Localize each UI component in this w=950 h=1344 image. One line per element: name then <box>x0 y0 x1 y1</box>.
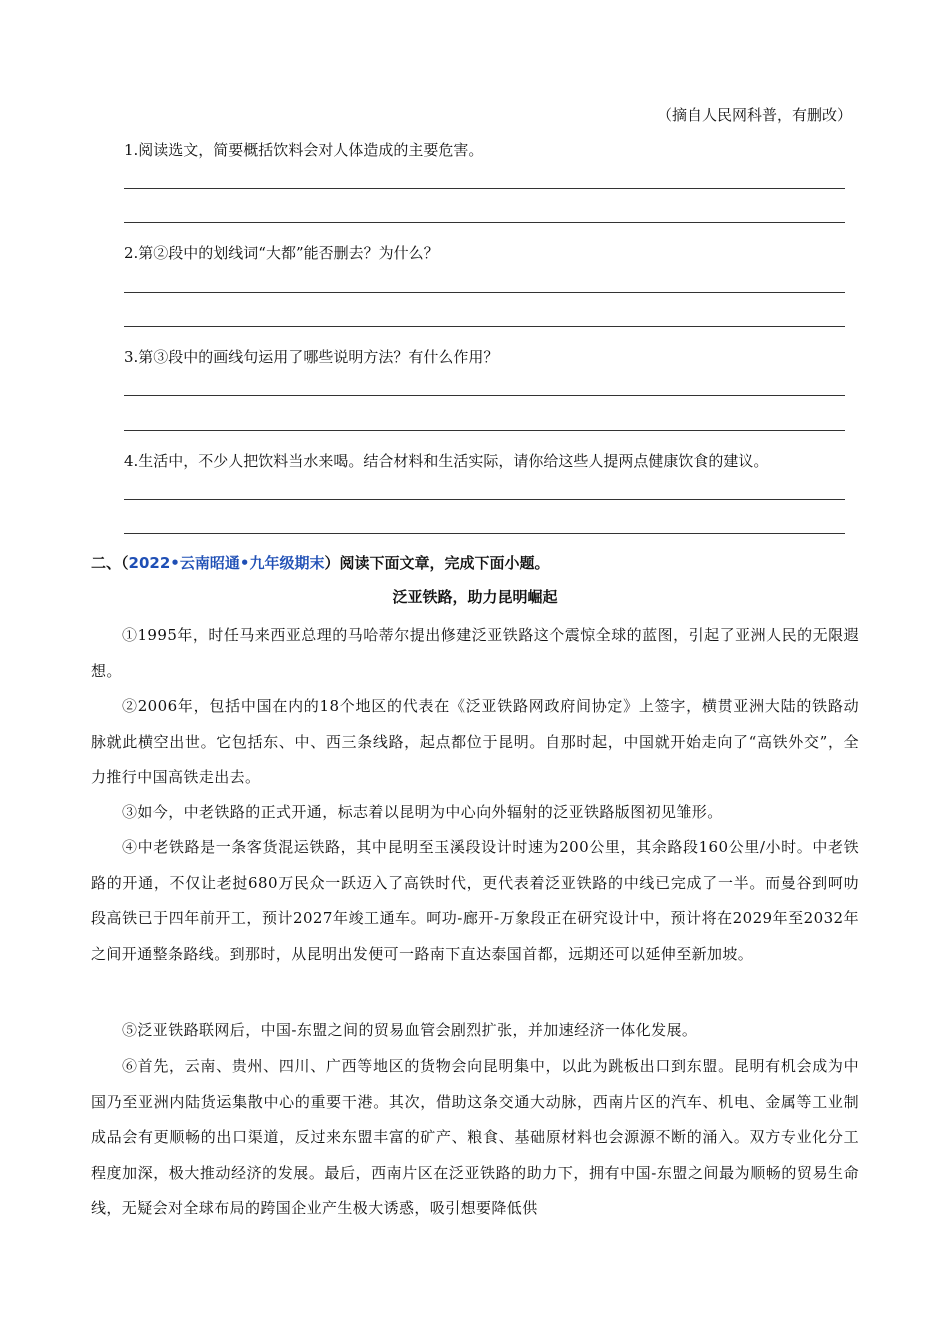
answer-line[interactable] <box>124 430 845 431</box>
answer-line[interactable] <box>124 188 845 189</box>
paragraph-5: ⑤泛亚铁路联网后，中国-东盟之间的贸易血管会剧烈扩张，并加速经济一体化发展。 <box>122 1021 698 1039</box>
source-note: （摘自人民网科普，有删改） <box>656 106 852 124</box>
section-heading <box>91 552 550 573</box>
answer-line[interactable] <box>124 222 845 223</box>
paragraph-2: ②2006年，包括中国在内的18个地区的代表在《泛亚铁路网政府间协定》上签字，横贯亚洲大陆的铁路动脉就此横空出世。它包括东、中、西三条线路，起点都位于昆明。自那时起，中国就开始走向了“高铁外交”，全力推行中国高铁走出去。 <box>91 697 859 786</box>
question-1: 1.阅读选文，简要概括饮料会对人体造成的主要危害。 <box>124 141 484 159</box>
source-tag-link[interactable]: 2022•云南昭通•九年级期末 <box>128 554 325 572</box>
paragraph-6: ⑥首先，云南、贵州、四川、广西等地区的货物会向昆明集中，以此为跳板出口到东盟。昆明有机会成为中国乃至亚洲内陆货运集散中心的重要干港。其次，借助这条交通大动脉，西南片区的汽车、机电、金属等工业制成品会有更顺畅的出口渠道，反过来东盟丰富的矿产、粮食、基础原材料也会源源不断的涌入。双方专业化分工程度加深，极大推动经济的发展。最后，西南片区在泛亚铁路的助力下，拥有中国-东盟之间最为顺畅的贸易生命线，无疑会对全球布局的跨国企业产生极大诱惑，吸引想要降低供 <box>91 1057 859 1217</box>
section-number: 二、 <box>91 554 122 572</box>
paragraph-1: ①1995年，时任马来西亚总理的马哈蒂尔提出修建泛亚铁路这个震惊全球的蓝图，引起了亚洲人民的无限遐想。 <box>91 626 859 680</box>
answer-line[interactable] <box>124 395 845 396</box>
question-2: 2.第②段中的划线词“大都”能否删去？为什么？ <box>124 244 439 262</box>
article-title: 泛亚铁路，助力昆明崛起 <box>392 588 558 606</box>
paragraph-3: ③如今，中老铁路的正式开通，标志着以昆明为中心向外辐射的泛亚铁路版图初见雏形。 <box>122 803 723 821</box>
paragraph-4: ④中老铁路是一条客货混运铁路，其中昆明至玉溪段设计时速为200公里，其余路段160公里/小时。中老铁路的开通，不仅让老挝680万民众一跃迈入了高铁时代，更代表着泛亚铁路的中线已完成了一半。而曼谷到呵叻段高铁已于四年前开工，预计2027年竣工通车。呵功-廊开-万象段正在研究设计中，预计将在2029年至2032年之间开通整条路线。到那时，从昆明出发便可一路南下直达泰国首都，远期还可以延伸至新加坡。 <box>91 838 859 963</box>
answer-line[interactable] <box>124 326 845 327</box>
answer-line[interactable] <box>124 499 845 500</box>
question-3: 3.第③段中的画线句运用了哪些说明方法？有什么作用？ <box>124 348 499 366</box>
section-tag-close: ） <box>324 554 340 572</box>
answer-line[interactable] <box>124 292 845 293</box>
section-instruction: 阅读下面文章，完成下面小题。 <box>339 554 550 572</box>
answer-line[interactable] <box>124 533 845 534</box>
section-tag-open: （ <box>121 554 129 572</box>
question-4: 4.生活中，不少人把饮料当水来喝。结合材料和生活实际，请你给这些人提两点健康饮食的建议。 <box>124 452 769 470</box>
